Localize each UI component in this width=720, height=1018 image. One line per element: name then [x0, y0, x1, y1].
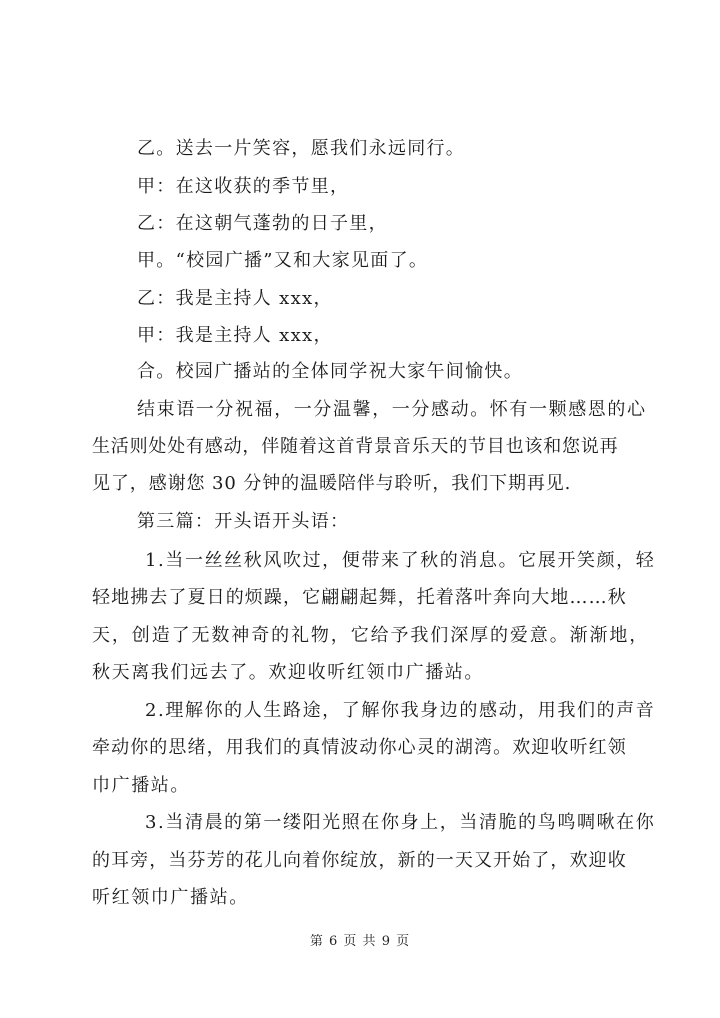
paragraph-line: 天，创造了无数神奇的礼物，它给予我们深厚的爱意。渐渐地， [92, 625, 650, 646]
ending-line: 结束语一分祝福，一分温馨，一分感动。怀有一颗感恩的心 [137, 399, 647, 420]
section-title: 第三篇：开头语开头语： [137, 511, 350, 532]
paragraph-line: 2.理解你的人生路途，了解你我身边的感动，用我们的声音 [145, 700, 656, 721]
paragraph-line: 听红领巾广播站。 [92, 887, 249, 908]
paragraph-line: 秋天离我们远去了。欢迎收听红领巾广播站。 [92, 662, 484, 683]
paragraph-line: 巾广播站。 [92, 775, 190, 796]
ending-line: 生活则处处有感动，伴随着这首背景音乐天的节目也该和您说再 [92, 436, 619, 457]
dialogue-line: 乙：我是主持人 xxx， [137, 288, 333, 309]
ending-line: 见了，感谢您 30 分钟的温暖陪伴与聆听，我们下期再见. [92, 473, 572, 494]
paragraph-line: 的耳旁，当芬芳的花儿向着你绽放，新的一天又开始了，欢迎收 [92, 850, 627, 871]
dialogue-line: 甲：在这收获的季节里， [137, 176, 350, 197]
page-number-footer: 第 6 页 共 9 页 [309, 934, 411, 949]
paragraph-line: 3.当清晨的第一缕阳光照在你身上，当清脆的鸟鸣啁啾在你 [145, 812, 656, 833]
dialogue-line: 乙。送去一片笑容，愿我们永远同行。 [137, 138, 466, 159]
paragraph-line: 牵动你的思绪，用我们的真情波动你心灵的湖湾。欢迎收听红领 [92, 737, 627, 758]
paragraph-line: 1.当一丝丝秋风吹过，便带来了秋的消息。它展开笑颜，轻 [145, 550, 656, 571]
dialogue-line: 乙：在这朝气蓬勃的日子里， [137, 213, 388, 234]
dialogue-line: 合。校园广播站的全体同学祝大家午间愉快。 [137, 361, 523, 382]
dialogue-line: 甲。“校园广播”又和大家见面了。 [137, 250, 429, 271]
paragraph-line: 轻地拂去了夏日的烦躁，它翩翩起舞，托着落叶奔向大地……秋 [92, 587, 627, 608]
dialogue-line: 甲：我是主持人 xxx， [137, 325, 333, 346]
